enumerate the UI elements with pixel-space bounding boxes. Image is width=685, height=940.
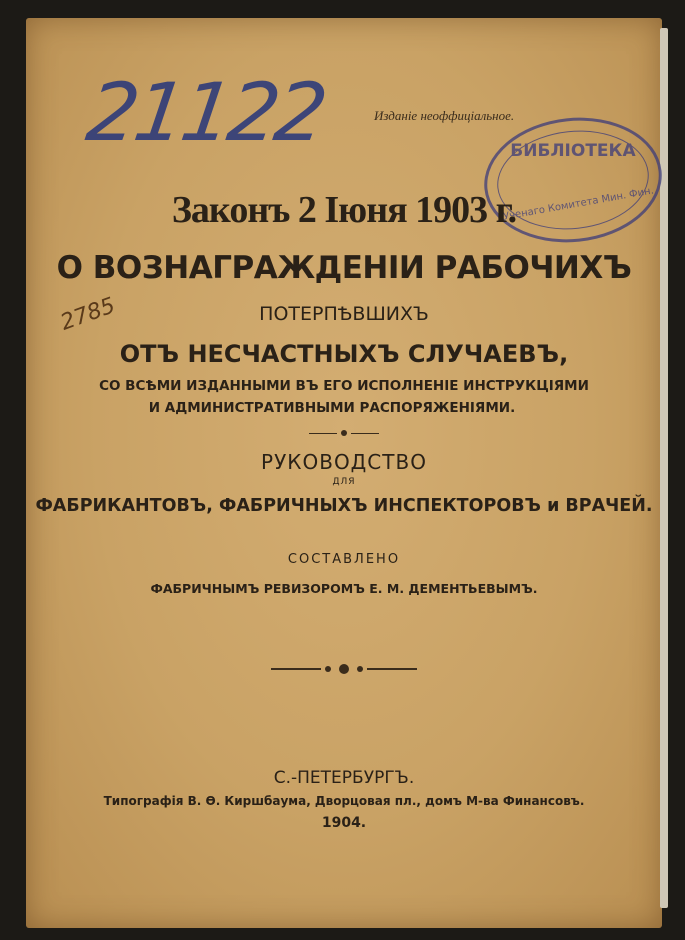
guide-heading: РУКОВОДСТВО (261, 450, 427, 474)
imprint-city: С.-ПЕТЕРБУРГЪ. (273, 768, 415, 788)
handwritten-shelf-mark: 2785 (57, 293, 119, 336)
edition-note: Изданіе неоффиціальное. (374, 108, 515, 123)
title-law-date: Законъ 2 Іюня 1903 г. (171, 189, 517, 231)
ornament-divider-small (26, 430, 662, 436)
title-main: О ВОЗНАГРАЖДЕНІИ РАБОЧИХЪ (56, 250, 632, 286)
book-cover (26, 18, 662, 928)
subtitle-orders: И АДМИНИСТРАТИВНЫМИ РАСПОРЯЖЕНІЯМИ. (148, 400, 516, 416)
library-stamp-subtitle: Ученаго Комитета Мин. Фин. (502, 185, 655, 223)
subtitle-instructions: СО ВСѢМИ ИЗДАННЫМИ ВЪ ЕГО ИСПОЛНЕНІЕ ИНСТРУКЦІЯМИ (99, 378, 589, 394)
guide-for: ДЛЯ (332, 477, 356, 487)
title-sub-affected: ПОТЕРПѢВШИХЪ (259, 303, 429, 325)
title-sub-accidents: ОТЪ НЕСЧАСТНЫХЪ СЛУЧАЕВЪ, (119, 340, 569, 368)
imprint-printer: Типографія В. Ѳ. Киршбаума, Дворцовая пл., домъ М-ва Финансовъ. (103, 794, 585, 808)
handwritten-catalog-number: 21122 (81, 66, 330, 159)
compiled-author: ФАБРИЧНЫМЪ РЕВИЗОРОМЪ Е. М. ДЕМЕНТЬЕВЫМЪ. (150, 581, 538, 596)
guide-audience: ФАБРИКАНТОВЪ, ФАБРИЧНЫХЪ ИНСПЕКТОРОВЪ и ВРАЧЕЙ. (35, 496, 653, 516)
imprint-year: 1904. (321, 815, 367, 831)
ornament-divider-large (26, 664, 662, 674)
compiled-label: СОСТАВЛЕНО (287, 552, 401, 567)
library-stamp-title: БИБЛІОТЕКА (510, 140, 636, 161)
